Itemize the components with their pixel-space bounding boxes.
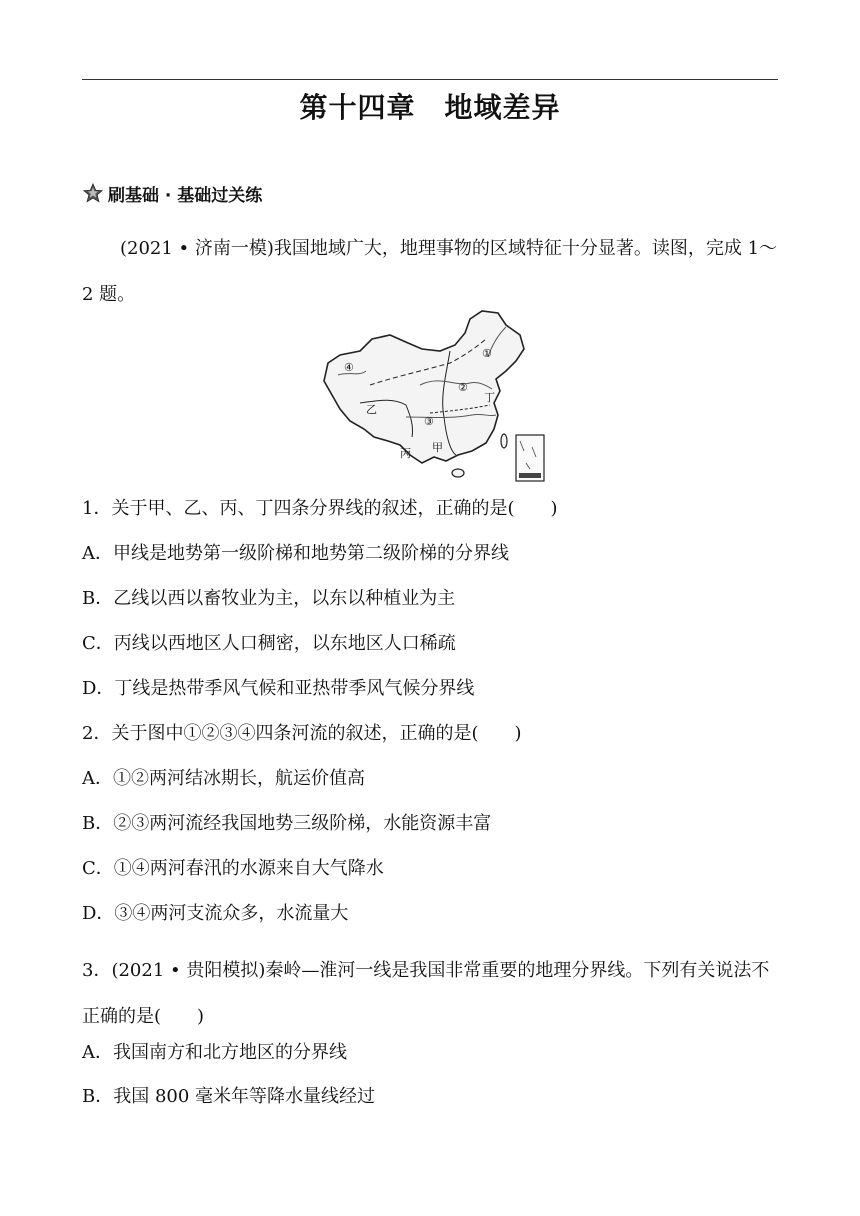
map-label-jia: 甲 — [432, 441, 443, 454]
question-3-option-a: A．我国南方和北方地区的分界线 — [82, 1042, 347, 1063]
hainan-island — [452, 469, 464, 477]
map-label-r3: ③ — [424, 415, 434, 428]
section-header — [82, 180, 262, 206]
map-label-yi: 乙 — [366, 403, 377, 416]
question-1-option-d: D．丁线是热带季风气候和亚热带季风气候分界线 — [82, 678, 475, 699]
question-3-option-b: B．我国 800 毫米年等降水量线经过 — [82, 1086, 376, 1107]
map-label-ding: 丁 — [484, 391, 495, 404]
china-map-figure — [310, 305, 560, 485]
map-label-bing: 丙 — [400, 447, 411, 460]
question-1-stem: 1．关于甲、乙、丙、丁四条分界线的叙述，正确的是( ) — [82, 498, 558, 519]
taiwan-island — [501, 434, 507, 448]
question-2-option-c: C．①④两河春汛的水源来自大气降水 — [82, 858, 384, 879]
question-3-stem: 3．(2021 • 贵阳模拟)秦岭—淮河一线是我国非常重要的地理分界线。下列有关说法不正确的是( ) — [82, 960, 770, 1027]
south-china-sea-inset — [516, 435, 544, 481]
chapter-title: 第十四章 地域差异 — [299, 91, 561, 124]
section-label: 刷基础 · 基础过关练 — [108, 185, 263, 206]
map-label-r2: ② — [458, 381, 468, 394]
intro-paragraph: (2021 • 济南一模)我国地域广大，地理事物的区域特征十分显著。读图，完成 1～2 题。 — [82, 238, 778, 305]
map-label-r1: ① — [482, 347, 492, 360]
question-2-option-b: B．②③两河流经我国地势三级阶梯，水能资源丰富 — [82, 813, 492, 834]
question-1-option-b: B．乙线以西以畜牧业为主，以东以种植业为主 — [82, 588, 456, 609]
question-2-stem: 2．关于图中①②③④四条河流的叙述，正确的是( ) — [82, 723, 522, 744]
map-outline — [324, 311, 524, 463]
question-2-option-d: D．③④两河支流众多，水流量大 — [82, 903, 349, 924]
question-1-option-c: C．丙线以西地区人口稠密，以东地区人口稀疏 — [82, 633, 456, 654]
question-2-option-a: A．①②两河结冰期长，航运价值高 — [82, 768, 365, 789]
star-icon — [82, 182, 104, 204]
top-rule — [82, 79, 778, 80]
question-1-option-a: A．甲线是地势第一级阶梯和地势第二级阶梯的分界线 — [82, 543, 509, 564]
map-label-r4: ④ — [344, 361, 354, 374]
